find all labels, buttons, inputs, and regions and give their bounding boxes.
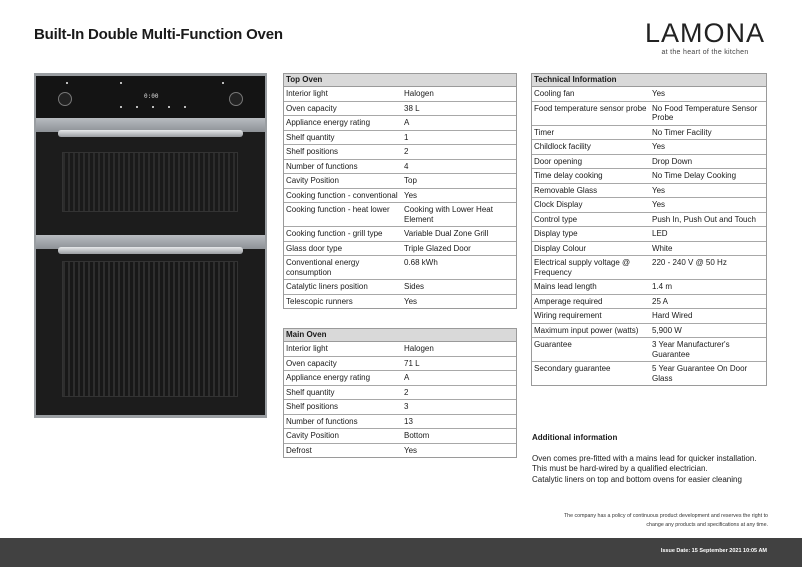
spec-label: Door opening	[534, 156, 583, 166]
spec-label: Cooking function - heat lower	[286, 205, 390, 214]
spec-value: Halogen	[404, 89, 434, 98]
spec-value: 2	[404, 387, 409, 397]
spec-label: Cavity Position	[286, 431, 339, 440]
spec-value: A	[404, 118, 410, 127]
table-row	[284, 203, 516, 227]
table-row	[532, 242, 766, 257]
table-row	[532, 213, 766, 228]
top-oven-heading: Top Oven	[284, 74, 516, 87]
spec-label: Shelf positions	[286, 402, 339, 411]
spec-label: Glass door type	[286, 243, 343, 253]
spec-label: Shelf positions	[286, 147, 339, 156]
table-row	[284, 429, 516, 444]
spec-label: Catalytic liners position	[286, 282, 368, 291]
oven-control-panel	[36, 76, 265, 118]
spec-value: Halogen	[404, 344, 434, 353]
additional-info-paragraph: Catalytic liners on top and bottom ovens for easier cleaning	[532, 475, 742, 484]
spec-value: Triple Glazed Door	[404, 243, 471, 253]
spec-label: Timer	[534, 127, 555, 137]
spec-label: Conventional energy consumption	[286, 258, 360, 277]
spec-label: Number of functions	[286, 416, 358, 426]
spec-value: 3 Year Manufacturer's Guarantee	[652, 340, 730, 359]
table-row	[284, 160, 516, 175]
oven-product-image	[34, 73, 267, 418]
spec-label: Mains lead length	[534, 282, 597, 291]
spec-label: Cooking function - grill type	[286, 229, 383, 238]
table-row	[284, 444, 516, 458]
technical-info-rows	[532, 87, 766, 385]
table-row	[532, 256, 766, 280]
panel-indicator-dot	[168, 106, 170, 108]
spec-label: Display type	[534, 229, 578, 238]
spec-label: Oven capacity	[286, 358, 337, 368]
panel-indicator-dot	[120, 106, 122, 108]
spec-label: Time delay cooking	[534, 171, 603, 180]
spec-label: Removable Glass	[534, 185, 598, 195]
table-row	[284, 415, 516, 430]
spec-value: Yes	[404, 445, 418, 455]
spec-value: 38 L	[404, 103, 420, 113]
panel-indicator-dot	[184, 106, 186, 108]
spec-label: Childlock facility	[534, 142, 591, 151]
spec-value: 0.68 kWh	[404, 258, 438, 267]
disclaimer-line: The company has a policy of continuous product development and reserves the right to	[563, 513, 768, 519]
oven-clock-display: 0:00	[144, 93, 159, 100]
logo-tagline: at the heart of the kitchen	[661, 49, 749, 56]
panel-indicator-dot	[222, 82, 224, 84]
table-row	[284, 174, 516, 189]
main-oven-rows	[284, 342, 516, 457]
spec-value: Drop Down	[652, 156, 693, 166]
spec-label: Control type	[534, 214, 578, 224]
spec-label: Cooking function - conventional	[286, 190, 398, 200]
table-row	[532, 140, 766, 155]
table-row	[284, 256, 516, 280]
spec-value: Yes	[404, 190, 418, 200]
spec-value: LED	[652, 229, 668, 238]
spec-label: Interior light	[286, 89, 328, 98]
spec-value: Yes	[652, 185, 666, 195]
table-row	[532, 324, 766, 339]
spec-label: Display Colour	[534, 243, 587, 253]
spec-value: 220 - 240 V @ 50 Hz	[652, 258, 727, 267]
spec-label: Food temperature sensor probe	[534, 103, 647, 113]
spec-value: Push In, Push Out and Touch	[652, 214, 756, 224]
spec-value: 5,900 W	[652, 325, 682, 335]
spec-value: White	[652, 243, 673, 253]
main-oven-handle	[58, 247, 243, 254]
spec-value: 13	[404, 416, 413, 426]
spec-value: Hard Wired	[652, 311, 693, 320]
table-row	[284, 386, 516, 401]
spec-value: 5 Year Guarantee On Door Glass	[652, 364, 748, 383]
spec-value: Yes	[404, 296, 418, 306]
spec-value: Yes	[652, 89, 666, 98]
spec-label: Cavity Position	[286, 176, 339, 185]
spec-value: 1.4 m	[652, 282, 673, 291]
main-oven-window	[62, 261, 238, 397]
table-row	[284, 116, 516, 131]
spec-label: Electrical supply voltage @ Frequency	[534, 258, 631, 277]
spec-value: No Timer Facility	[652, 127, 712, 137]
spec-label: Appliance energy rating	[286, 118, 371, 127]
right-knob	[229, 92, 243, 106]
table-row	[284, 400, 516, 415]
table-row	[532, 155, 766, 170]
top-oven-window	[62, 152, 238, 212]
footer-bar	[0, 538, 802, 567]
spec-label: Appliance energy rating	[286, 373, 371, 382]
spec-label: Defrost	[286, 445, 312, 455]
issue-date: Issue Date: 15 September 2021 10:05 AM	[660, 548, 767, 554]
table-row	[532, 126, 766, 141]
spec-value: Bottom	[404, 431, 430, 440]
panel-indicator-dot	[152, 106, 154, 108]
spec-value: 2	[404, 147, 409, 156]
spec-label: Secondary guarantee	[534, 364, 611, 373]
technical-info-table	[531, 73, 767, 386]
spec-label: Telescopic runners	[286, 296, 353, 306]
main-oven-heading: Main Oven	[284, 329, 516, 342]
spec-label: Clock Display	[534, 200, 583, 209]
top-oven-handle	[58, 130, 243, 137]
spec-label: Shelf quantity	[286, 132, 335, 142]
table-row	[532, 169, 766, 184]
spec-value: Variable Dual Zone Grill	[404, 229, 489, 238]
table-row	[284, 131, 516, 146]
table-row	[532, 87, 766, 102]
spec-value: No Food Temperature Sensor Probe	[652, 103, 758, 122]
spec-value: Sides	[404, 282, 425, 291]
table-row	[284, 371, 516, 386]
table-row	[284, 87, 516, 102]
spec-value: Top	[404, 176, 417, 185]
spec-value: No Time Delay Cooking	[652, 171, 737, 180]
table-row	[284, 342, 516, 357]
spec-value: 4	[404, 161, 409, 171]
table-row	[284, 280, 516, 295]
spec-value: 25 A	[652, 296, 669, 306]
spec-value: 1	[404, 132, 409, 142]
table-row	[532, 280, 766, 295]
spec-value: A	[404, 373, 410, 382]
table-row	[284, 145, 516, 160]
table-row	[532, 309, 766, 324]
table-row	[532, 362, 766, 385]
top-oven-table	[283, 73, 517, 309]
panel-indicator-dot	[136, 106, 138, 108]
spec-label: Number of functions	[286, 161, 358, 171]
spec-value: 3	[404, 402, 409, 411]
spec-label: Wiring requirement	[534, 311, 602, 320]
main-oven-table	[283, 328, 517, 458]
spec-value: Yes	[652, 142, 666, 151]
spec-label: Cooling fan	[534, 89, 575, 98]
page-title: Built-In Double Multi-Function Oven	[34, 26, 283, 43]
disclaimer-line: change any products and specifications at any time.	[646, 522, 768, 528]
table-row	[532, 198, 766, 213]
brand-logo	[642, 18, 768, 56]
table-row	[284, 242, 516, 257]
spec-label: Oven capacity	[286, 103, 337, 113]
table-row	[284, 357, 516, 372]
technical-info-heading: Technical Information	[532, 74, 766, 87]
spec-label: Amperage required	[534, 296, 603, 306]
table-row	[532, 338, 766, 362]
panel-indicator-dot	[120, 82, 122, 84]
top-oven-rows	[284, 87, 516, 308]
spec-label: Maximum input power (watts)	[534, 325, 639, 335]
table-row	[284, 189, 516, 204]
disclaimer-note	[520, 512, 768, 530]
additional-info-paragraph: Oven comes pre-fitted with a mains lead for quicker installation. This must be hard-wired by a qualified electrician.	[532, 454, 757, 473]
main-oven-door	[36, 235, 265, 415]
table-row	[532, 295, 766, 310]
table-row	[284, 102, 516, 117]
table-row	[532, 184, 766, 199]
table-row	[284, 295, 516, 309]
spec-label: Guarantee	[534, 340, 572, 349]
logo-wordmark: LAMONA	[644, 18, 766, 48]
table-row	[532, 102, 766, 126]
spec-label: Shelf quantity	[286, 387, 335, 397]
panel-indicator-dot	[66, 82, 68, 84]
left-knob	[58, 92, 72, 106]
additional-info-heading: Additional information	[532, 433, 618, 442]
spec-value: Cooking with Lower Heat Element	[404, 205, 493, 224]
table-row	[532, 227, 766, 242]
spec-value: Yes	[652, 200, 666, 209]
spec-value: 71 L	[404, 358, 420, 368]
spec-label: Interior light	[286, 344, 328, 353]
table-row	[284, 227, 516, 242]
